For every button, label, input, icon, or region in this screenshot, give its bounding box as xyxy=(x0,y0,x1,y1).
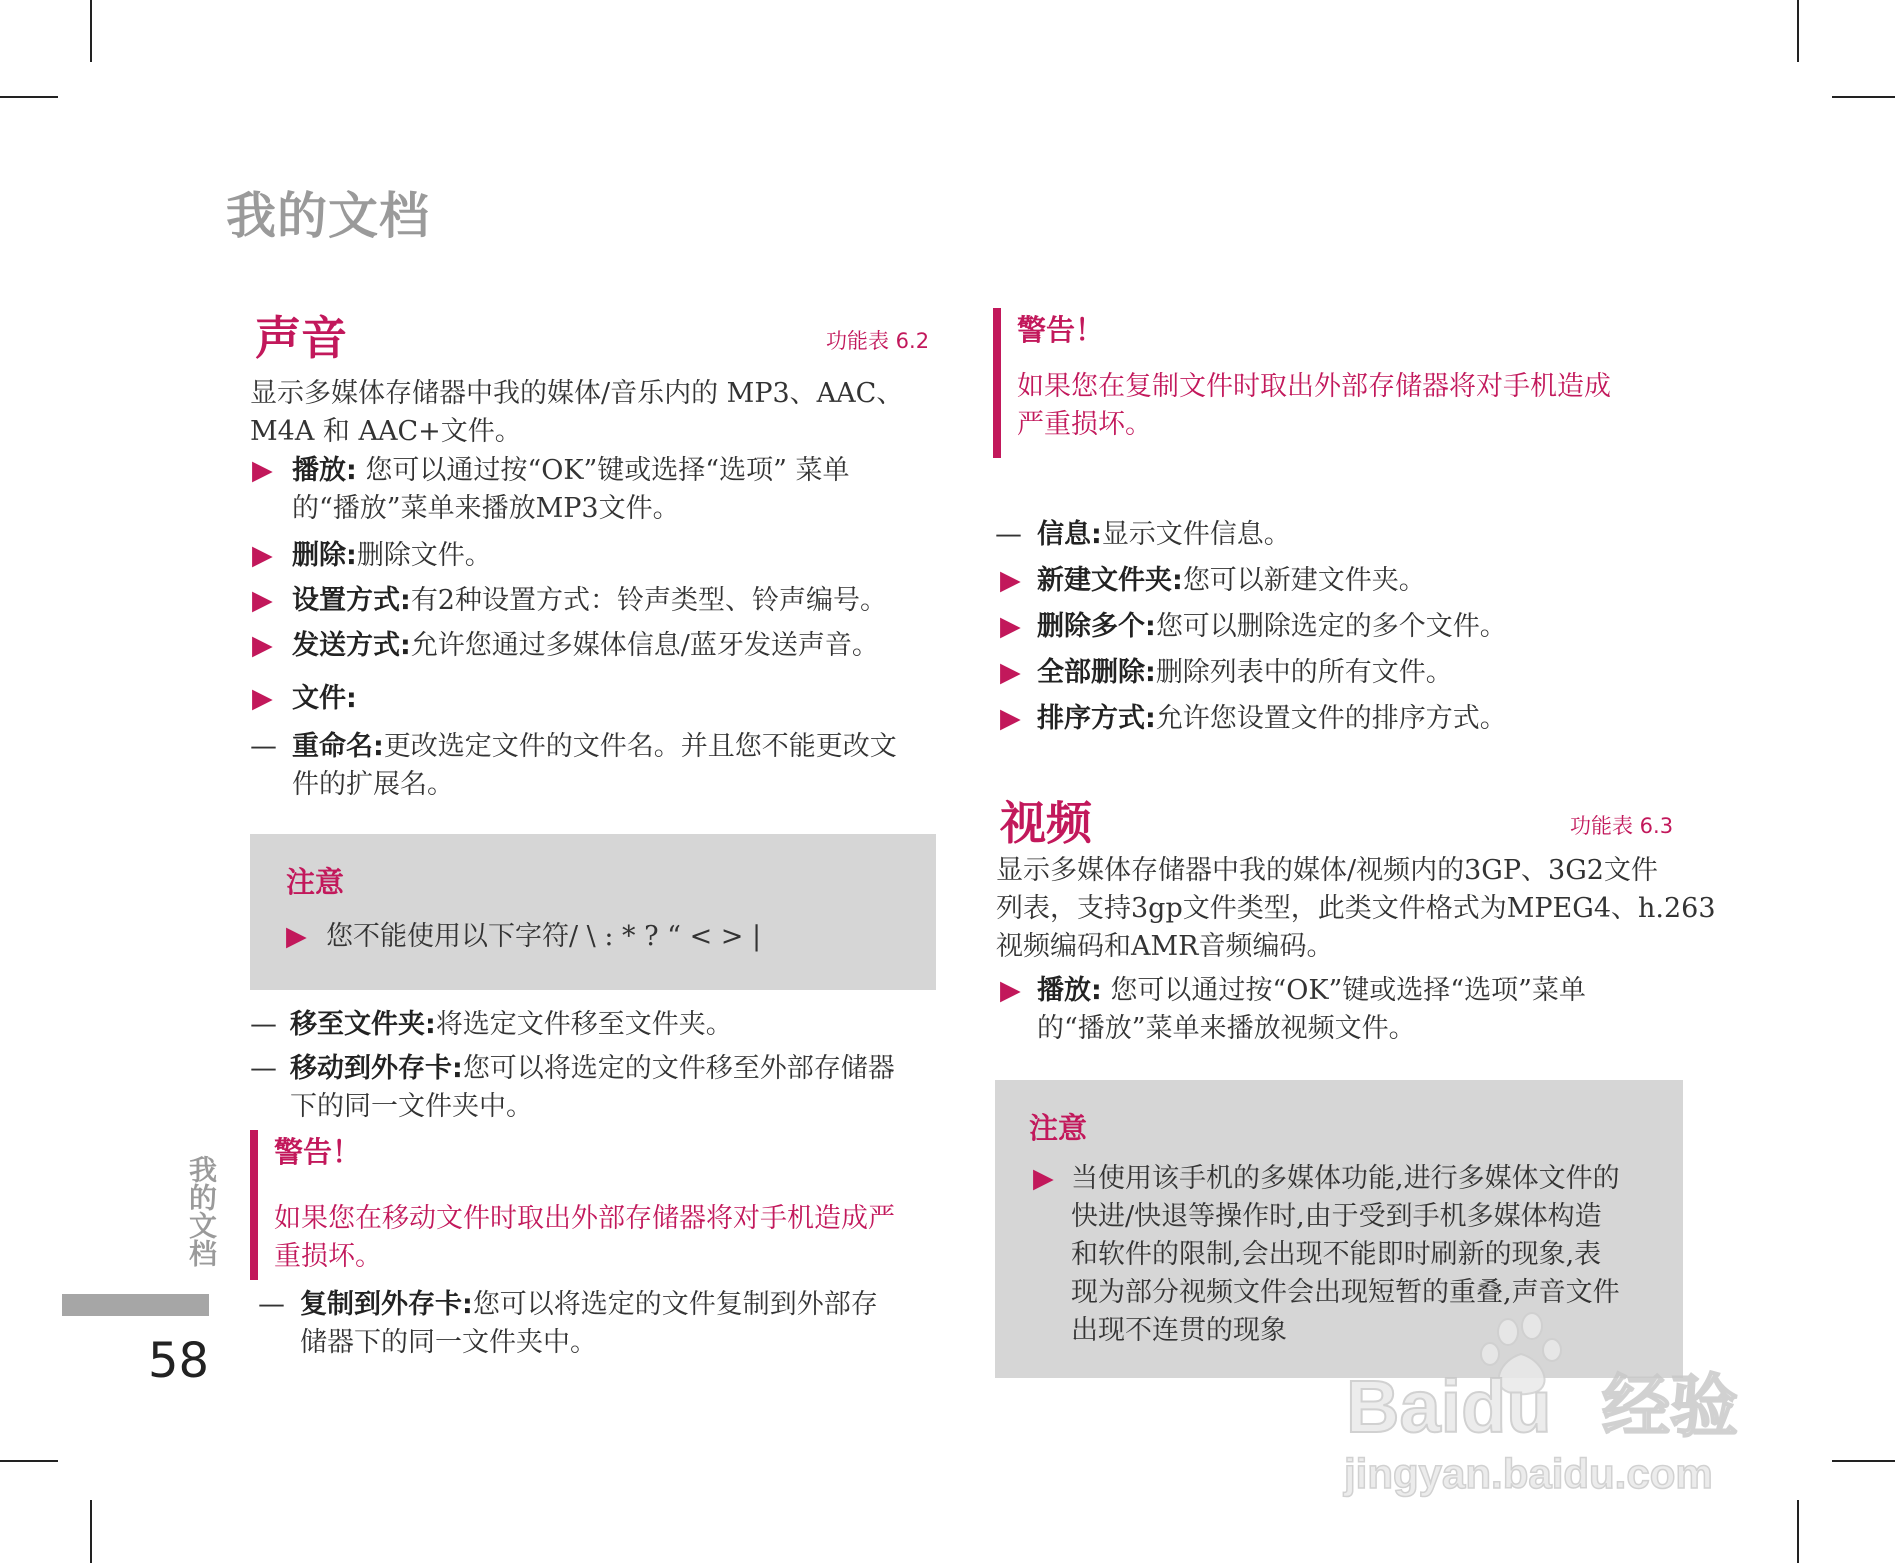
video-menu-ref: 功能表 6.3 xyxy=(1570,814,1674,838)
video-section-title: 视频 xyxy=(1000,796,1092,850)
bullet-arrow-icon: ▶ xyxy=(252,540,273,571)
note-box xyxy=(250,834,936,990)
bullet-arrow-icon: ▶ xyxy=(1033,1163,1054,1194)
bullet-arrow-icon: ▶ xyxy=(252,683,273,714)
sort-item: ▶ 排序方式:允许您设置文件的排序方式。 xyxy=(1000,700,1700,738)
crop-mark xyxy=(90,1500,92,1563)
crop-mark xyxy=(1832,96,1895,98)
bullet-arrow-icon: ▶ xyxy=(252,630,273,661)
video-play-item: ▶ 播放: 您可以通过按“OK”键或选择“选项”菜单 的“播放”菜单来播放视频文件。 xyxy=(1000,972,1700,1048)
bullet-arrow-icon: ▶ xyxy=(252,455,273,486)
bullet-arrow-icon: ▶ xyxy=(1000,975,1021,1006)
bullet-arrow-icon: ▶ xyxy=(1000,703,1021,734)
copy-to-card-item: — 复制到外存卡:您可以将选定的文件复制到外部存 储器下的同一文件夹中。 xyxy=(258,1286,958,1362)
sound-file-item: ▶ 文件: xyxy=(252,680,942,718)
warning-text: 如果您在移动文件时取出外部存储器将对手机造成严 重损坏。 xyxy=(274,1203,895,1272)
rename-item: — 重命名:更改选定文件的文件名。并且您不能更改文 件的扩展名。 xyxy=(250,728,940,804)
move-to-folder-item: — 移至文件夹:将选定文件移至文件夹。 xyxy=(250,1006,950,1044)
watermark-url: jingyan.baidu.com xyxy=(1344,1450,1713,1497)
note-title: 注意 xyxy=(286,865,345,899)
warning-title: 警告！ xyxy=(274,1135,362,1169)
move-warning xyxy=(250,1130,948,1280)
video-intro: 显示多媒体存储器中我的媒体/视频内的3GP、3G2文件 列表，支持3gp文件类型，此类文件格式为MPEG4、h.263 视频编码和AMR音频编码。 xyxy=(996,855,1716,962)
crop-mark xyxy=(1832,1460,1895,1462)
bullet-arrow-icon: ▶ xyxy=(252,585,273,616)
warning-text: 如果您在复制文件时取出外部存储器将对手机造成 严重损坏。 xyxy=(1017,371,1611,440)
sound-settings-item: ▶ 设置方式:有2种设置方式：铃声类型、铃声编号。 xyxy=(252,582,942,620)
watermark-brand-cn: 经验 xyxy=(1602,1368,1739,1447)
dash-icon: — xyxy=(250,1009,277,1040)
baidu-watermark xyxy=(1340,1310,1800,1500)
dash-icon: — xyxy=(250,1053,277,1084)
info-item: — 信息:显示文件信息。 xyxy=(995,516,1695,554)
crop-mark xyxy=(0,1460,58,1462)
move-to-card-item: — 移动到外存卡:您可以将选定的文件移至外部存储器 下的同一文件夹中。 xyxy=(250,1050,950,1126)
note-item: ▶ 您不能使用以下字符/ \ : * ? “ < > | xyxy=(286,918,906,956)
note-title: 注意 xyxy=(1029,1111,1088,1145)
sound-menu-ref: 功能表 6.2 xyxy=(826,329,930,353)
copy-warning xyxy=(993,308,1701,458)
side-bar xyxy=(62,1294,209,1316)
note-item: ▶ 当使用该手机的多媒体功能,进行多媒体文件的 快进/快退等操作时,由于受到手机多媒体构造 和软件的限制,会出现不能即时刷新的现象,表 现为部分视频文件会出现短暂的重叠,声音文件 出现不连贯的现象 xyxy=(1033,1160,1673,1350)
delete-all-item: ▶ 全部删除:删除列表中的所有文件。 xyxy=(1000,654,1700,692)
dash-icon: — xyxy=(250,731,277,762)
delete-multiple-item: ▶ 删除多个:您可以删除选定的多个文件。 xyxy=(1000,608,1700,646)
dash-icon: — xyxy=(258,1289,285,1320)
side-section-label: 我的文档 xyxy=(185,1155,218,1267)
watermark-brand: Baidu xyxy=(1346,1365,1552,1448)
crop-mark xyxy=(0,96,58,98)
crop-mark xyxy=(90,0,92,62)
crop-mark xyxy=(1797,0,1799,62)
new-folder-item: ▶ 新建文件夹:您可以新建文件夹。 xyxy=(1000,562,1700,600)
sound-delete-item: ▶ 删除:删除文件。 xyxy=(252,537,942,575)
page-title: 我的文档 xyxy=(226,187,430,245)
sound-intro: 显示多媒体存储器中我的媒体/音乐内的 MP3、AAC、 M4A 和 AAC+文件。 xyxy=(250,378,904,447)
bullet-arrow-icon: ▶ xyxy=(1000,611,1021,642)
sound-section-title: 声音 xyxy=(255,311,347,365)
sound-play-item: ▶ 播放: 您可以通过按“OK”键或选择“选项” 菜单 的“播放”菜单来播放MP3文件。 xyxy=(252,452,942,528)
warning-title: 警告！ xyxy=(1017,313,1105,347)
page-number: 58 xyxy=(148,1333,210,1389)
bullet-arrow-icon: ▶ xyxy=(286,921,307,952)
sound-send-item: ▶ 发送方式:允许您通过多媒体信息/蓝牙发送声音。 xyxy=(252,627,942,665)
crop-mark xyxy=(1797,1500,1799,1563)
dash-icon: — xyxy=(995,519,1022,550)
bullet-arrow-icon: ▶ xyxy=(1000,565,1021,596)
bullet-arrow-icon: ▶ xyxy=(1000,657,1021,688)
